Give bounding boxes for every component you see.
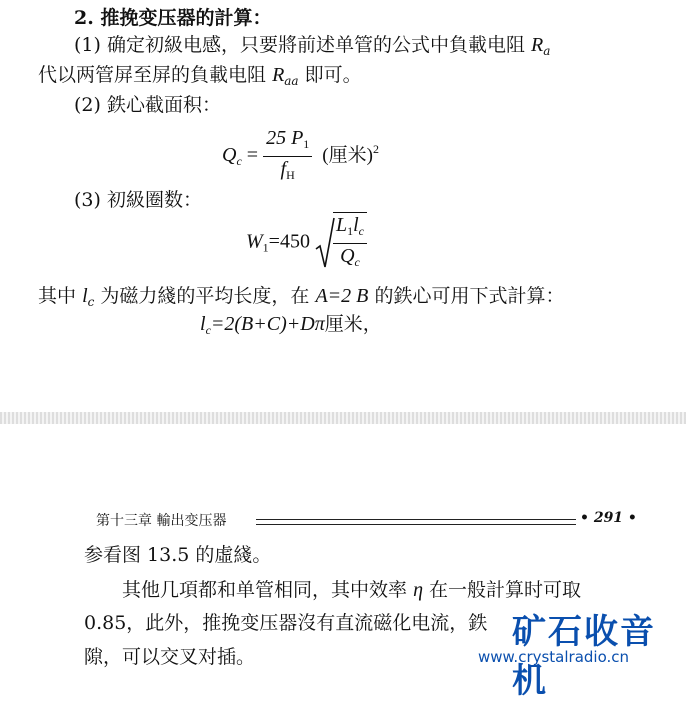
body-line-4: 隙，可以交叉对插。 xyxy=(84,646,256,668)
item3-label: (3) 初級圈数： xyxy=(74,189,202,211)
watermark-brand: 矿石收音机 xyxy=(512,612,656,701)
turns-fraction: $\frac{L_1l_c}{Q_c}$ xyxy=(333,212,367,274)
section-heading: 2. 推挽变压器的計算： xyxy=(74,7,272,29)
running-header-left: 第十三章 輸出变压器 xyxy=(96,513,227,529)
sqrt-sign xyxy=(315,217,335,269)
core-area-formula: $Q_c$ = $\frac{25 P_1}{f_H}$ (厘米)$^2$ xyxy=(222,126,379,187)
scan-divider xyxy=(0,412,686,424)
watermark-url: www.crystalradio.cn xyxy=(478,648,630,666)
core-area-fraction: $\frac{25 P_1}{f_H}$ xyxy=(263,126,312,187)
page-number: • 291 • xyxy=(580,510,637,526)
turns-formula: $W_1=450$ $\frac{L_1l_c}{Q_c}$ xyxy=(246,212,367,274)
where-line: 其中 $l_c$ 为磁力綫的平均长度，在 A=2 B 的鉄心可用下式計算： xyxy=(38,285,565,309)
item1-line2: 代以两管屏至屏的負載电阻 $R_{aa}$ 即可。 xyxy=(38,64,362,88)
item1-line1: (1) 确定初級电感，只要將前述单管的公式中負載电阻 $R_a$ xyxy=(74,34,551,58)
path-length-formula: $l_c=2(B+C)+D\pi$厘米， xyxy=(200,313,382,337)
body-line-2: 其他几項都和单管相同，其中效率 η 在一般計算时可取 xyxy=(122,579,582,601)
body-line-1: 参看图 13.5 的虛綫。 xyxy=(84,544,272,566)
body-line-3: 0.85，此外，推挽变压器沒有直流磁化电流，鉄 xyxy=(84,612,488,634)
running-header-rule xyxy=(256,519,576,525)
item2-label: (2) 鉄心截面积： xyxy=(74,94,221,116)
